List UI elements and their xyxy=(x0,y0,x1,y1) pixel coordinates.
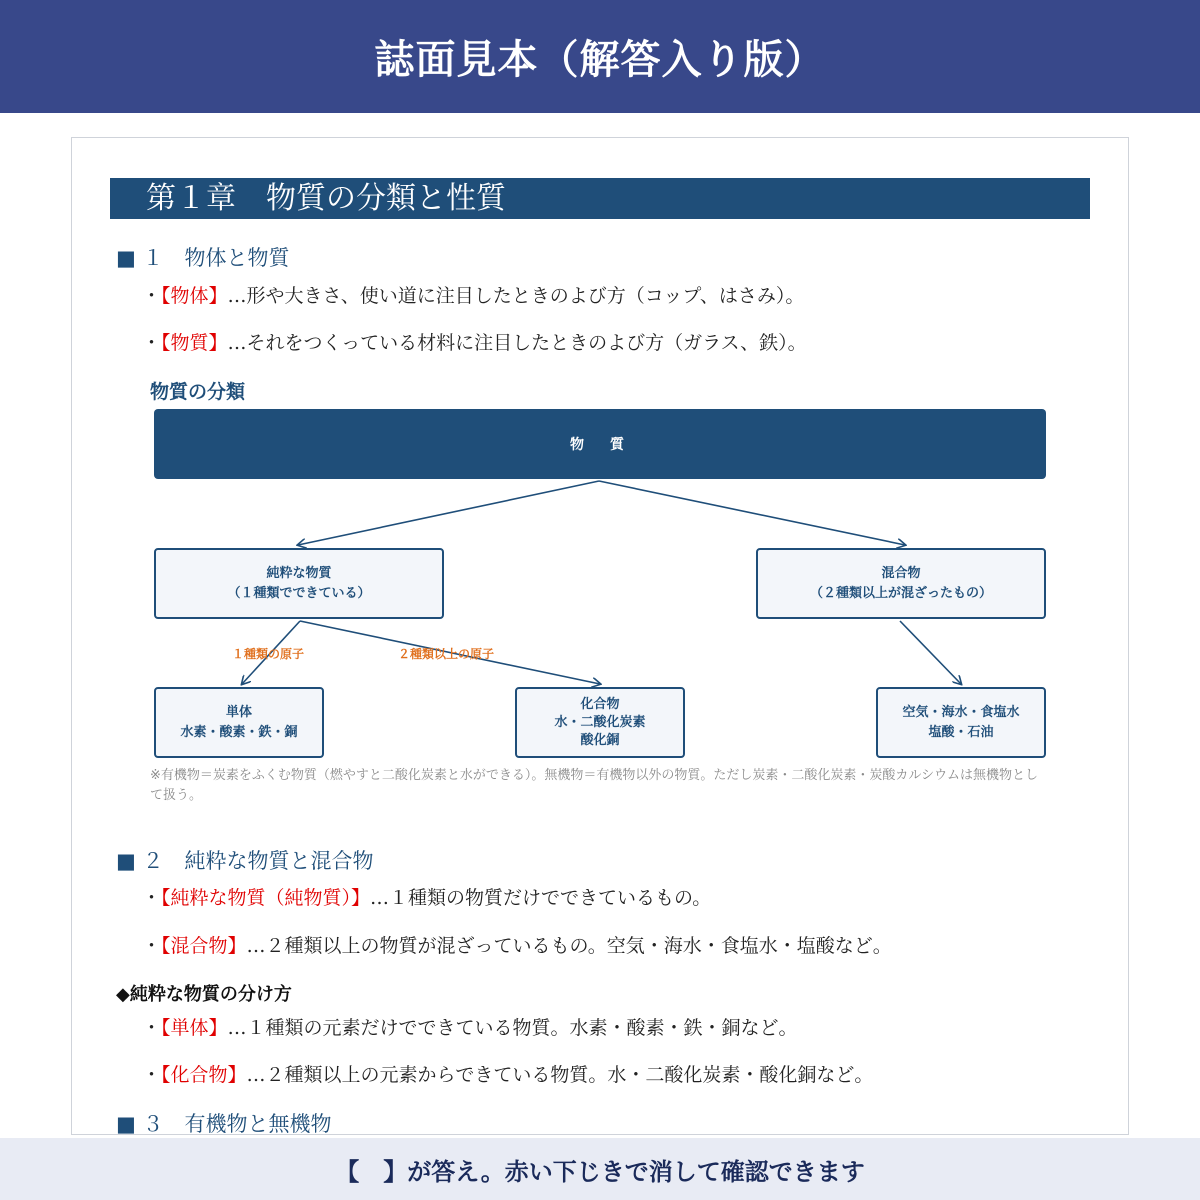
box-sublabel: 水素・酸素・鉄・銅 xyxy=(180,724,298,740)
footer-note: 【 】が答え。赤い下じきで消して確認できます xyxy=(335,1157,865,1186)
arrow-root-to-pure xyxy=(298,481,599,545)
box-label: 純粋な物質 xyxy=(266,565,332,581)
bullet: ・ xyxy=(142,285,162,307)
arrow-root-to-mixture xyxy=(599,481,905,545)
arrow-mixture-to-examples xyxy=(900,621,961,684)
answer-term: 【混合物】 xyxy=(161,935,247,957)
section-heading-3: ■ ３ 有機物と無機物 xyxy=(116,1112,332,1135)
definition-text: …２種類以上の物質が混ざっているもの。空気・海水・食塩水・塩酸など。 xyxy=(246,935,892,957)
list-item xyxy=(142,1060,873,1087)
definition-text: …１種類の元素だけでできている物質。水素・酸素・鉄・銅など。 xyxy=(227,1017,798,1039)
box-sublabel: 水・二酸化炭素 xyxy=(554,714,646,730)
answer-term: 【物体】 xyxy=(161,285,228,307)
element-box xyxy=(154,687,324,758)
answer-term: 【化合物】 xyxy=(161,1064,247,1086)
answer-term: 【単体】 xyxy=(161,1017,228,1039)
list-item xyxy=(142,883,711,910)
answer-term: 【純粋な物質（純物質）】 xyxy=(161,887,371,909)
bullet: ・ xyxy=(142,332,162,354)
box-label: 空気・海水・食塩水 xyxy=(902,704,1020,720)
bullet: ・ xyxy=(142,1064,162,1086)
bullet: ・ xyxy=(142,1017,162,1039)
compound-box xyxy=(515,687,685,758)
box-label: 混合物 xyxy=(881,565,921,581)
document-page xyxy=(71,137,1129,1135)
list-item xyxy=(142,931,892,958)
diagram-footnote: ※有機物＝炭素をふくむ物質（燃やすと二酸化炭素と水ができる）。無機物＝有機物以外の物質。ただし炭素・二酸化炭素・炭酸カルシウムは無機物として扱う。 xyxy=(150,768,1038,803)
box-label: 単体 xyxy=(225,704,252,720)
box-label: 化合物 xyxy=(580,696,620,712)
banner-title: 誌面見本（解答入り版） xyxy=(374,37,826,83)
mixture-examples-box xyxy=(876,687,1046,758)
definition-text: …２種類以上の元素からできている物質。水・二酸化炭素・酸化銅など。 xyxy=(246,1064,874,1086)
bullet: ・ xyxy=(142,887,162,909)
list-item xyxy=(142,1013,798,1040)
definition-text: …形や大きさ、使い道に注目したときのよび方（コップ、はさみ）。 xyxy=(227,285,805,307)
chapter-title: 第１章 物質の分類と性質 xyxy=(110,178,1090,219)
subheading: ◆純粋な物質の分け方 xyxy=(116,984,292,1005)
bullet: ・ xyxy=(142,935,162,957)
definition-text: …それをつくっている材料に注目したときのよび方（ガラス、鉄）。 xyxy=(227,332,807,354)
box-sublabel: （１種類でできている） xyxy=(227,585,371,601)
box-sublabel: 酸化銅 xyxy=(580,732,620,748)
branch-label-multi-atom: ２種類以上の原子 xyxy=(398,647,495,661)
top-banner xyxy=(0,0,1200,113)
section-heading-2: ■ ２ 純粋な物質と混合物 xyxy=(116,849,374,873)
box-sublabel: 塩酸・石油 xyxy=(928,724,994,740)
root-label: 物 質 xyxy=(570,437,630,453)
diagram-heading: 物質の分類 xyxy=(150,381,246,403)
branch-label-one-atom: １種類の原子 xyxy=(232,647,305,661)
box-sublabel: （２種類以上が混ざったもの） xyxy=(809,585,992,601)
answer-term: 【物質】 xyxy=(161,332,228,354)
bottom-banner xyxy=(0,1138,1200,1200)
pure-substance-box xyxy=(154,548,444,619)
mixture-box xyxy=(756,548,1046,619)
section-heading-1: ■ １ 物体と物質 xyxy=(116,246,290,270)
definition-text: …１種類の物質だけでできているもの。 xyxy=(370,887,712,909)
root-box xyxy=(154,409,1046,479)
